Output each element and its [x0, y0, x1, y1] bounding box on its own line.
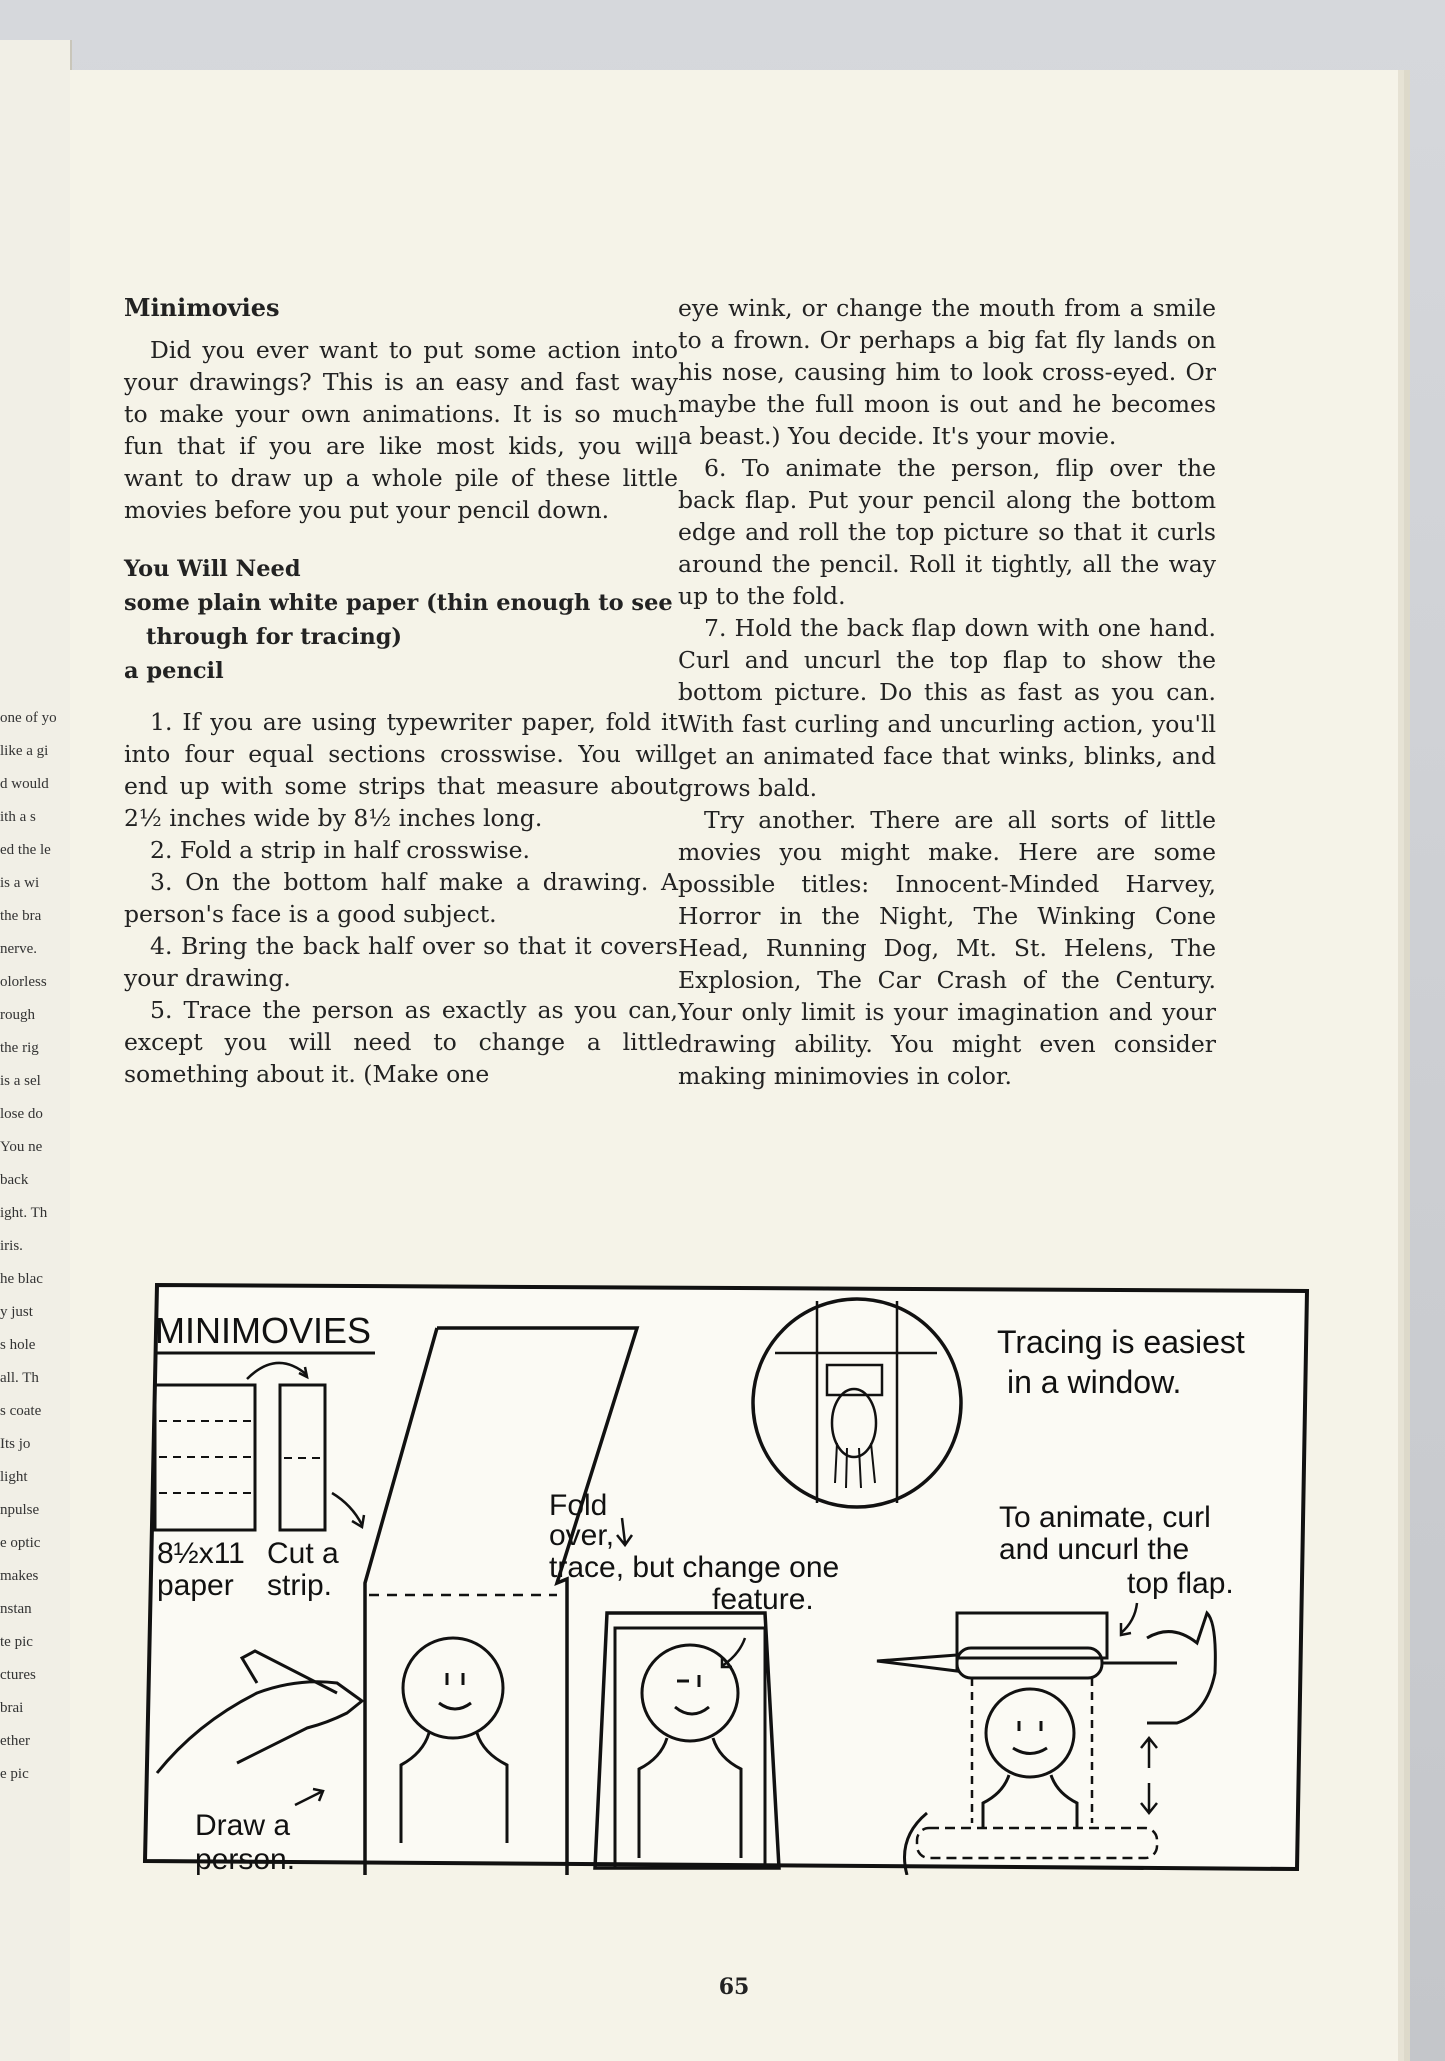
label-person: person. — [195, 1843, 296, 1875]
facing-page-fragment: iris. — [0, 1238, 23, 1254]
facing-page-fragment: is a wi — [0, 875, 40, 891]
facing-page-fragment: back — [0, 1172, 29, 1188]
facing-page-fragment: Its jo — [0, 1436, 31, 1452]
facing-page-fragment: like a gi — [0, 743, 49, 759]
facing-page-fragment: ight. Th — [0, 1205, 48, 1221]
facing-page-fragment: the rig — [0, 1040, 39, 1056]
label-uncurl: and uncurl the — [999, 1533, 1190, 1566]
facing-page-fragment: npulse — [0, 1502, 40, 1518]
left-text-column — [124, 292, 678, 1090]
facing-page-fragment: rough — [0, 1007, 35, 1023]
facing-page-fragment: lose do — [0, 1106, 43, 1122]
label-cut-a: Cut a — [267, 1537, 339, 1570]
step: 6. To animate the person, flip over the back flap. Put your pencil along the bottom edge and roll the top picture so that it curls around the pencil. Roll it tightly, all the way up to the fold. — [678, 454, 1216, 610]
label-paper-size: 8½x11 — [157, 1537, 245, 1570]
facing-page-fragment: ith a s — [0, 809, 36, 825]
facing-page-fragment: d would — [0, 776, 49, 792]
step: 2. Fold a strip in half crosswise. — [150, 836, 531, 864]
label-top-flap: top flap. — [1127, 1567, 1234, 1600]
step: 1. If you are using typewriter paper, fold it into four equal sections crosswise. You will end up with some strips that measure about 2½ inches wide by 8½ inches long. — [124, 708, 678, 832]
facing-page-fragment: he blac — [0, 1271, 43, 1287]
step: 7. Hold the back flap down with one hand. Curl and uncurl the top flap to show the bottom picture. Do this as fast as you can. With fast curling and uncurling action, you'll get an animated face that winks, blinks, and grows bald. — [678, 614, 1216, 802]
continued-paragraph: eye wink, or change the mouth from a smile to a frown. Or perhaps a big fat fly lands on his nose, causing him to look cross-eyed. Or maybe the full moon is out and he becomes a beast.) You decide. It's your movie. — [678, 294, 1216, 450]
need-item: some plain white paper (thin enough to see through for tracing) — [124, 590, 673, 650]
facing-page-fragment: light — [0, 1469, 28, 1485]
label-paper: paper — [157, 1569, 234, 1602]
label-over: over, — [549, 1519, 615, 1552]
facing-page-fragment: You ne — [0, 1139, 43, 1155]
step: 4. Bring the back half over so that it covers your drawing. — [124, 932, 678, 992]
label-tracing: Tracing is easiest — [997, 1324, 1245, 1360]
facing-page-fragment: all. Th — [0, 1370, 39, 1386]
label-fold: Fold — [549, 1489, 608, 1522]
facing-page-fragment: e optic — [0, 1535, 41, 1551]
right-text-column — [678, 292, 1216, 1092]
facing-page-fragment: s hole — [0, 1337, 36, 1353]
label-draw-a: Draw a — [195, 1809, 291, 1842]
label-animate: To animate, curl — [999, 1501, 1211, 1534]
facing-page-fragment: e pic — [0, 1766, 29, 1782]
facing-page-fragment: ed the le — [0, 842, 51, 858]
page-number: 65 — [718, 1974, 750, 2000]
you-will-need-heading: You Will Need — [124, 556, 301, 582]
facing-page-fragment: is a sel — [0, 1073, 41, 1089]
label-trace: trace, but change one — [549, 1551, 840, 1584]
facing-page-fragment: olorless — [0, 974, 47, 990]
intro-paragraph: Did you ever want to put some action into your drawings? This is an easy and fast way to make your own animations. It is so much fun that if you are like most kids, you will want to draw up a whole pile of these little movies before you put your pencil down. — [124, 336, 678, 524]
facing-page-fragment: s coate — [0, 1403, 42, 1419]
label-window: in a window. — [1007, 1364, 1182, 1400]
facing-page-fragment: nstan — [0, 1601, 32, 1617]
facing-page-fragment: ctures — [0, 1667, 36, 1683]
facing-page — [0, 40, 72, 2061]
facing-page-fragment: brai — [0, 1700, 24, 1716]
label-feature: feature. — [712, 1583, 814, 1616]
need-item: a pencil — [124, 658, 224, 684]
step: 3. On the bottom half make a drawing. A person's face is a good subject. — [124, 868, 678, 928]
facing-page-fragment: ether — [0, 1733, 30, 1749]
closing-paragraph: Try another. There are all sorts of little movies you might make. Here are some possible titles: Innocent-Minded Harvey, Horror in the Night, The Winking Cone Head, Running Dog, Mt. St. Helens, The Explosion, The Car Crash of the Century. Your only limit is your imagination and your drawing ability. You might even consider making minimovies in color. — [678, 806, 1216, 1090]
facing-page-fragment: nerve. — [0, 941, 38, 957]
facing-page-fragment: makes — [0, 1568, 39, 1584]
facing-page-fragment: one of yo — [0, 710, 57, 726]
facing-page-fragment: te pic — [0, 1634, 33, 1650]
label-strip: strip. — [267, 1569, 333, 1602]
facing-page-fragment: the bra — [0, 908, 42, 924]
step: 5. Trace the person as exactly as you can, except you will need to change a little something about it. (Make one — [124, 996, 678, 1088]
book-page — [70, 70, 1398, 2061]
article-title: Minimovies — [124, 293, 280, 322]
facing-page-fragment: y just — [0, 1304, 33, 1320]
illustration-title: MINIMOVIES — [155, 1310, 372, 1351]
minimovies-illustration — [137, 1283, 1310, 1875]
